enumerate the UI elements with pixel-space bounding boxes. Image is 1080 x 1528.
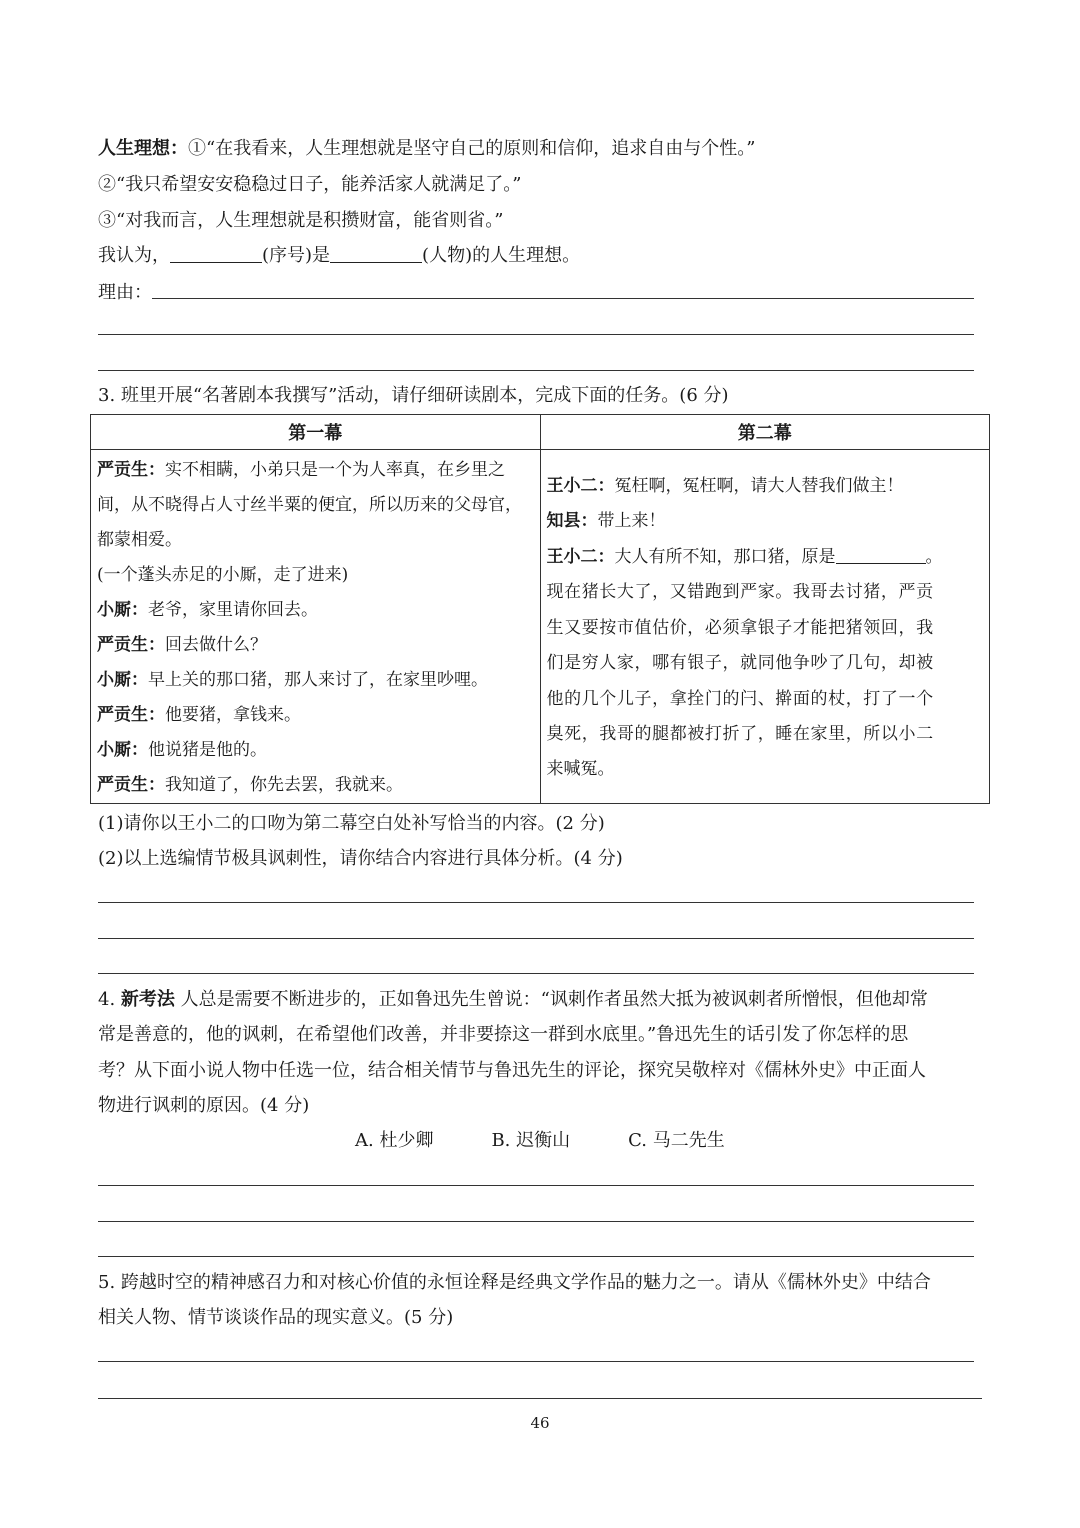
dialogue: 回去做什么？: [165, 635, 267, 655]
q4-option-b[interactable]: B. 迟衡山: [491, 1130, 571, 1151]
act1-line-9: [97, 738, 267, 762]
answer-prefix: 我认为，: [98, 245, 170, 266]
dialogue: 老爷，家里请你回去。: [148, 600, 318, 620]
q4-option-c[interactable]: C. 马二先生: [628, 1130, 725, 1151]
reason-answer-line-1[interactable]: [152, 298, 974, 299]
q4-answer-line-2[interactable]: [98, 1221, 974, 1222]
reason-answer-line-2[interactable]: [98, 334, 974, 335]
stage-direction: (一个蓬头赤足的小厮，走了进来): [97, 565, 349, 585]
act2-line-3: [547, 545, 943, 569]
reason-answer-line-3[interactable]: [98, 370, 974, 371]
speaker: 王小二：: [546, 547, 615, 567]
act1-line-2: 间，从不晓得占人寸丝半粟的便宜，所以历来的父母官，: [97, 495, 522, 515]
period: 。: [925, 547, 943, 567]
dialogue: 大人有所不知，那口猪，原是: [614, 547, 836, 567]
act1-header: 第一幕: [91, 415, 541, 450]
act1-line-10: [97, 773, 403, 797]
answer-suffix: (人物)的人生理想。: [422, 245, 581, 266]
dialogue: 他说猪是他的。: [148, 740, 267, 760]
speaker: 知县：: [546, 511, 598, 531]
q4-line-2: 常是善意的，他的讽刺，在希望他们改善，并非要捺这一群到水底里。”鲁迅先生的话引发了你怎样的思: [98, 1024, 909, 1045]
speaker: 王小二：: [546, 476, 615, 496]
act2-line-8: 臭死，我哥的腿都被打折了，睡在家里，所以小二: [546, 724, 934, 744]
act2-line-9: 来喊冤。: [546, 759, 615, 779]
speaker: 小厮：: [97, 670, 148, 690]
ideal-option-3: ③“对我而言，人生理想就是积攒财富，能省则省。”: [98, 210, 504, 231]
q4-line-1-text: 人总是需要不断进步的，正如鲁迅先生曾说：“讽刺作者虽然大抵为被讽刺者所憎恨，但他却常: [180, 989, 928, 1010]
q4-option-a[interactable]: A. 杜少卿: [355, 1130, 434, 1151]
act2-cell: [540, 450, 990, 804]
q4-tag: 新考法: [120, 989, 175, 1010]
dialogue: 早上关的那口猪，那人来讨了，在家里吵哩。: [148, 670, 488, 690]
act2-line-2: [547, 509, 666, 533]
dialogue: 带上来！: [597, 511, 666, 531]
q3-prompt: 3. 班里开展“名著剧本我撰写”活动，请仔细研读剧本，完成下面的任务。(6 分): [98, 385, 729, 406]
act2-fill-blank[interactable]: [836, 545, 926, 564]
act1-cell: [91, 450, 541, 804]
q5-answer-line-1[interactable]: [98, 1361, 974, 1362]
q3-sub1: (1)请你以王小二的口吻为第二幕空白处补写恰当的内容。(2 分): [98, 813, 605, 834]
act2-header: 第二幕: [540, 415, 990, 450]
person-blank[interactable]: [330, 244, 422, 263]
q4-options: [355, 1129, 725, 1153]
q5-answer-line-2[interactable]: [98, 1398, 982, 1399]
answer-mid: (序号)是: [262, 245, 331, 266]
speaker: 严贡生：: [97, 460, 165, 480]
q4-answer-line-3[interactable]: [98, 1256, 974, 1257]
ideal-option-2: ②“我只希望安安稳稳过日子，能养活家人就满足了。”: [98, 174, 522, 195]
ideal-answer-line: [98, 244, 580, 268]
act1-line-5: [97, 598, 318, 622]
act2-line-5: 生又要按市值估价，必须拿银子才能把猪领回，我: [546, 618, 934, 638]
q5-line-1: 5. 跨越时空的精神感召力和对核心价值的永恒诠释是经典文学作品的魅力之一。请从《儒林外史》中结合: [98, 1272, 931, 1293]
serial-blank[interactable]: [170, 244, 262, 263]
act2-line-4: 现在猪长大了，又错跑到严家。我哥去讨猪，严贡: [546, 582, 934, 602]
dialogue: 实不相瞒，小弟只是一个为人率真，在乡里之: [165, 460, 505, 480]
act1-line-7: [97, 668, 488, 692]
act1-line-8: [97, 703, 301, 727]
q3-answer-line-2[interactable]: [98, 938, 974, 939]
act1-line-3: 都蒙相爱。: [97, 530, 182, 550]
dialogue: 他要猪，拿钱来。: [165, 705, 301, 725]
reason-label: 理由：: [98, 282, 152, 303]
q4-answer-line-1[interactable]: [98, 1185, 974, 1186]
speaker: 严贡生：: [97, 775, 165, 795]
act2-line-6: 们是穷人家，哪有银子，就同他争吵了几句，却被: [546, 653, 934, 673]
q4-line-1: [98, 988, 928, 1012]
q3-answer-line-1[interactable]: [98, 902, 974, 903]
act2-line-7: 他的几个儿子，拿拴门的闩、擀面的杖，打了一个: [546, 689, 934, 709]
dialogue: 冤枉啊，冤枉啊，请大人替我们做主！: [614, 476, 904, 496]
speaker: 小厮：: [97, 740, 148, 760]
q3-answer-line-3[interactable]: [98, 973, 974, 974]
q4-line-4: 物进行讽刺的原因。(4 分): [98, 1095, 310, 1116]
act1-line-1: [97, 458, 505, 482]
q4-line-3: 考？从下面小说人物中任选一位，结合相关情节与鲁迅先生的评论，探究吴敬梓对《儒林外史》中正面人: [98, 1060, 926, 1081]
act2-line-1: [547, 474, 904, 498]
script-table: [90, 414, 990, 804]
q5-line-2: 相关人物、情节谈谈作品的现实意义。(5 分): [98, 1307, 454, 1328]
ideal-label: 人生理想：: [98, 138, 188, 159]
q3-sub2: (2)以上选编情节极具讽刺性，请你结合内容进行具体分析。(4 分): [98, 848, 623, 869]
q4-number: 4.: [98, 989, 121, 1010]
speaker: 严贡生：: [97, 705, 165, 725]
speaker: 小厮：: [97, 600, 148, 620]
speaker: 严贡生：: [97, 635, 165, 655]
page-number: 46: [530, 1414, 550, 1432]
act1-line-6: [97, 633, 267, 657]
ideal-option-1: [98, 137, 755, 161]
dialogue: 我知道了，你先去罢，我就来。: [165, 775, 403, 795]
ideal-option-1-text: ①“在我看来，人生理想就是坚守自己的原则和信仰，追求自由与个性。”: [188, 138, 756, 159]
